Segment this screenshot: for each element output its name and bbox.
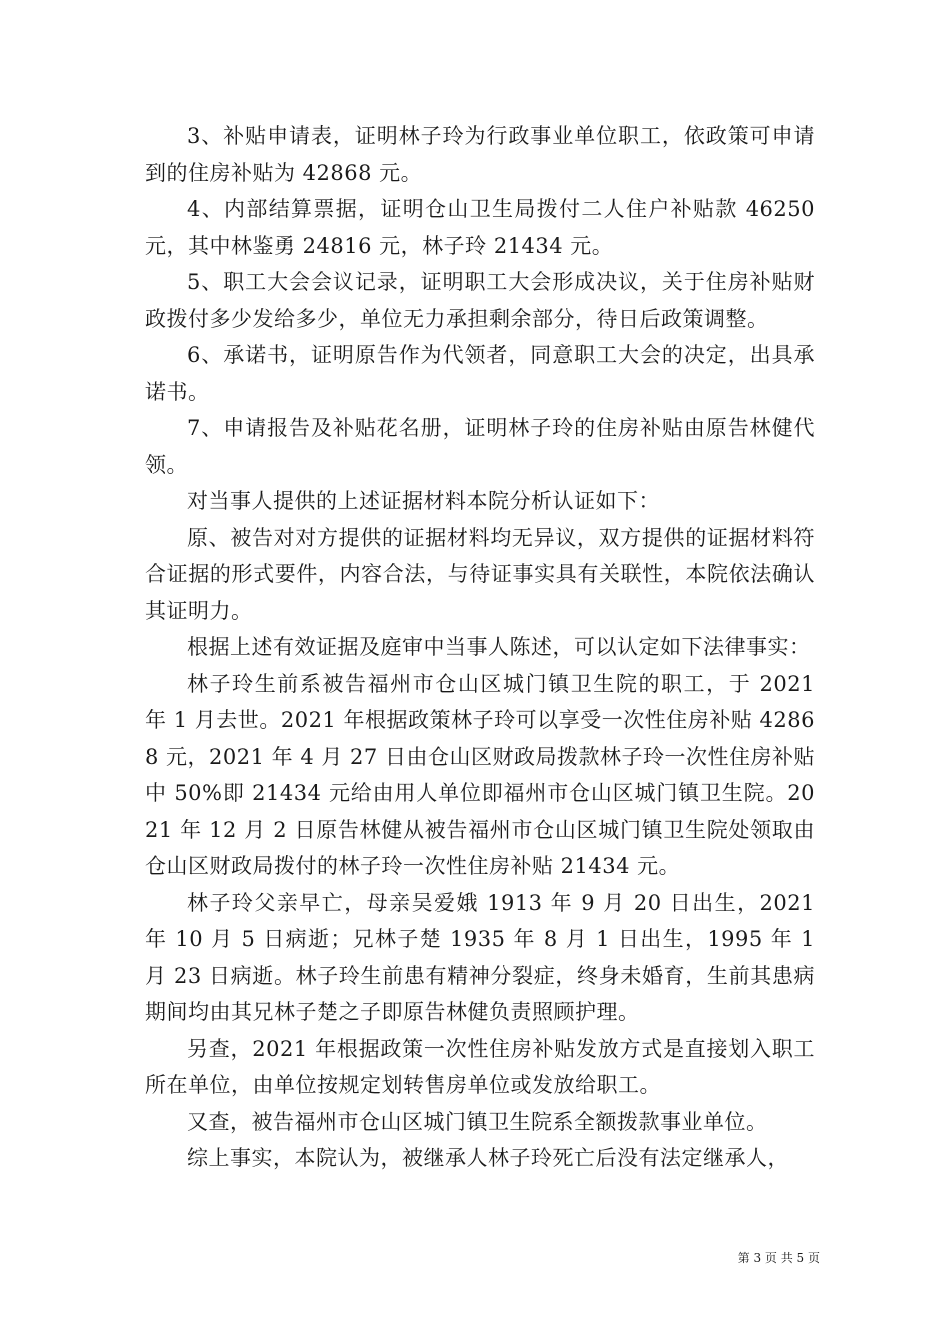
paragraph-analysis: 原、被告对对方提供的证据材料均无异议，双方提供的证据材料符合证据的形式要件，内容合法，与待证事实具有关联性，本院依法确认其证明力。 bbox=[145, 525, 815, 623]
paragraph-evidence-5: 5、职工大会会议记录，证明职工大会形成决议，关于住房补贴财政拨付多少发给多少，单位无力承担剩余部分，待日后政策调整。 bbox=[145, 270, 815, 331]
paragraph-fact-family: 林子玲父亲早亡，母亲吴爱娥 1913 年 9 月 20 日出生，2021 年 10 月 5 日病逝；兄林子楚 1935 年 8 月 1 日出生，1995 年 1 月 23 日病逝。林子玲生前患有精神分裂症，终身未婚育，生前其患病期间均由其兄林子楚之子即原告林健负责照顾护理。 bbox=[145, 890, 815, 1024]
paragraph-evidence-7: 7、申请报告及补贴花名册，证明林子玲的住房补贴由原告林健代领。 bbox=[145, 416, 815, 477]
paragraph-facts-intro: 根据上述有效证据及庭审中当事人陈述，可以认定如下法律事实： bbox=[187, 635, 811, 659]
paragraph-evidence-6: 6、承诺书，证明原告作为代领者，同意职工大会的决定，出具承诺书。 bbox=[145, 343, 815, 404]
paragraph-fact-policy: 另查，2021 年根据政策一次性住房补贴发放方式是直接划入职工所在单位，由单位按规定划转售房单位或发放给职工。 bbox=[145, 1036, 815, 1097]
paragraph-fact-subsidy: 林子玲生前系被告福州市仓山区城门镇卫生院的职工，于 2021 年 1 月去世。2021 年根据政策林子玲可以享受一次性住房补贴 42868 元，2021 年 4 月 27 日由仓山区财政局拨款林子玲一次性住房补贴中 50%即 21434 元给由用人单位即福州市仓山区城门镇卫生院。2021 年 12 月 2 日原告林健从被告福州市仓山区城门镇卫生院处领取由仓山区财政局拨付的林子玲一次性住房补贴 21434 元。 bbox=[145, 671, 815, 878]
paragraph-analysis-intro: 对当事人提供的上述证据材料本院分析认证如下： bbox=[187, 489, 660, 513]
document-body bbox=[145, 118, 815, 1177]
paragraph-evidence-4: 4、内部结算票据，证明仓山卫生局拨付二人住户补贴款 46250 元，其中林鉴勇 24816 元，林子玲 21434 元。 bbox=[145, 197, 815, 258]
page-number: 第 3 页 共 5 页 bbox=[737, 1251, 820, 1265]
paragraph-conclusion: 综上事实，本院认为，被继承人林子玲死亡后没有法定继承人， bbox=[187, 1146, 789, 1170]
paragraph-evidence-3: 3、补贴申请表，证明林子玲为行政事业单位职工，依政策可申请到的住房补贴为 42868 元。 bbox=[145, 124, 815, 185]
paragraph-fact-unit: 又查，被告福州市仓山区城门镇卫生院系全额拨款事业单位。 bbox=[187, 1109, 768, 1134]
